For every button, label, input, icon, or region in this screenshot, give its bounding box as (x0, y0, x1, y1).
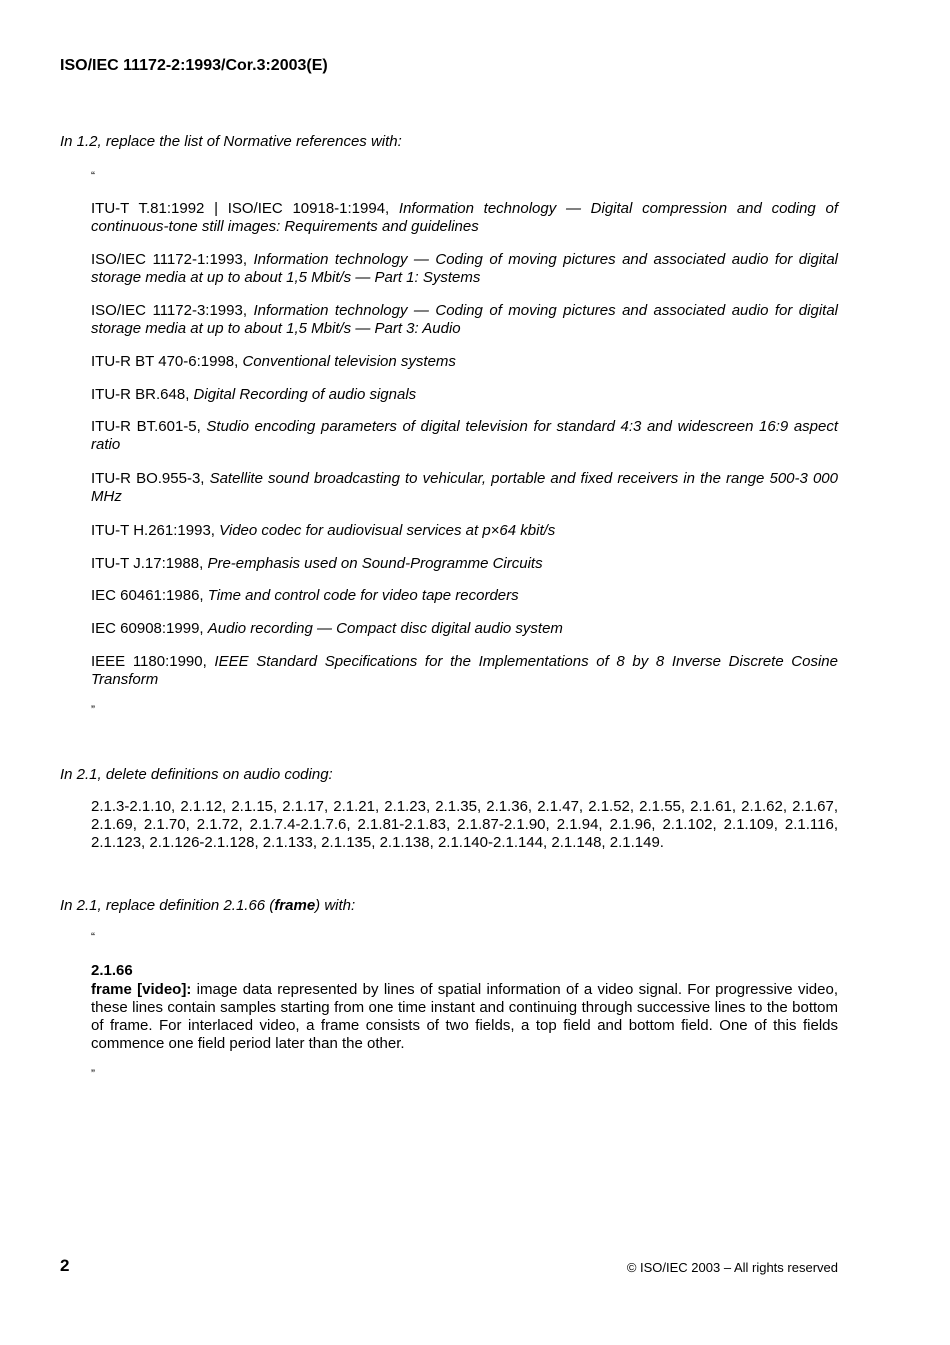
instruction-text: ) with: (315, 897, 356, 914)
reference-title: Information technology — Coding of moving pictures and associated audio for digital storage media at up to about 1,5 Mbit/s — Part 1: Systems (91, 251, 838, 286)
definition-term: frame [video]: (91, 981, 192, 998)
reference-item (91, 620, 838, 638)
reference-title: Audio recording — Compact disc digital audio system (207, 620, 563, 637)
open-quote: “ (91, 930, 95, 944)
reference-item (91, 587, 838, 605)
definition-number: 2.1.66 (91, 962, 133, 979)
reference-code: ITU-T H.261:1993, (91, 522, 220, 539)
reference-item (91, 302, 838, 338)
reference-title: Digital Recording of audio signals (193, 386, 417, 403)
reference-item (91, 200, 838, 236)
reference-title: Information technology — Coding of moving pictures and associated audio for digital storage media at up to about 1,5 Mbit/s — Part 3: Audio (91, 302, 838, 337)
reference-item (91, 418, 838, 454)
definition-body (91, 981, 838, 1053)
reference-title: Satellite sound broadcasting to vehicular, portable and fixed receivers in the range 500-3 000 MHz (91, 470, 838, 505)
reference-item (91, 353, 838, 371)
reference-code: IEC 60908:1999, (91, 620, 208, 637)
reference-item (91, 251, 838, 287)
reference-code: ITU-R BR.648, (91, 386, 194, 403)
reference-item (91, 522, 838, 540)
reference-code: ITU-R BT 470-6:1998, (91, 353, 243, 370)
instruction-term: frame (274, 897, 316, 914)
open-quote: “ (91, 169, 95, 183)
reference-code: IEEE 1180:1990, (91, 653, 215, 670)
instruction-text: In 2.1, replace definition 2.1.66 ( (60, 897, 275, 914)
reference-title: Video codec for audiovisual services at p×64 kbit/s (219, 522, 556, 539)
deleted-definitions-list: 2.1.3-2.1.10, 2.1.12, 2.1.15, 2.1.17, 2.1.21, 2.1.23, 2.1.35, 2.1.36, 2.1.47, 2.1.52, 2.1.55, 2.1.61, 2.1.62, 2.1.67, 2.1.69, 2.1.70, 2.1.72, 2.1.7.4-2.1.7.6, 2.1.81-2.1.83, 2.1.87-2.1.90, 2.1.94, 2.1.96, 2.1.102, 2.1.109, 2.1.116, 2.1.123, 2.1.126-2.1.128, 2.1.133, 2.1.135, 2.1.138, 2.1.140-2.1.144, 2.1.148, 2.1.149. (91, 798, 838, 851)
copyright-notice: © ISO/IEC 2003 – All rights reserved (626, 1260, 838, 1275)
reference-code: ITU-T T.81:1992 | ISO/IEC 10918-1:1994, (91, 200, 399, 217)
instruction-normative-references: In 1.2, replace the list of Normative references with: (60, 133, 402, 150)
reference-code: ITU-R BO.955-3, (91, 470, 210, 487)
reference-title: Conventional television systems (242, 353, 456, 370)
reference-item (91, 555, 838, 573)
reference-code: IEC 60461:1986, (91, 587, 208, 604)
instruction-replace-definition (60, 897, 355, 915)
reference-title: Information technology — Digital compression and coding of continuous-tone still images: Requirements and guidelines (91, 200, 838, 235)
reference-code: ITU-R BT.601-5, (91, 418, 207, 435)
reference-item (91, 653, 838, 689)
reference-code: ISO/IEC 11172-3:1993, (91, 302, 254, 319)
instruction-delete-definitions: In 2.1, delete definitions on audio coding: (60, 766, 333, 783)
definition-text: image data represented by lines of spatial information of a video signal. For progressive video, these lines contain samples starting from one time instant and continuing through successive lines to the bottom of frame. For interlaced video, a frame consists of two fields, a top field and bottom field. One of this fields commence one field period later than the other. (91, 981, 838, 1052)
reference-title: Studio encoding parameters of digital television for standard 4:3 and widescreen 16:9 aspect ratio (91, 418, 839, 453)
reference-title: IEEE Standard Specifications for the Implementations of 8 by 8 Inverse Discrete Cosine Transform (91, 653, 838, 688)
close-quote: ” (91, 703, 95, 717)
close-quote: ” (91, 1067, 95, 1081)
page-number: 2 (60, 1256, 70, 1275)
reference-code: ITU-T J.17:1988, (91, 555, 208, 572)
reference-item (91, 470, 838, 506)
reference-code: ISO/IEC 11172-1:1993, (91, 251, 254, 268)
reference-item (91, 386, 838, 404)
reference-title: Pre-emphasis used on Sound-Programme Circuits (207, 555, 543, 572)
reference-title: Time and control code for video tape recorders (207, 587, 519, 604)
document-header: ISO/IEC 11172-2:1993/Cor.3:2003(E) (60, 57, 328, 74)
